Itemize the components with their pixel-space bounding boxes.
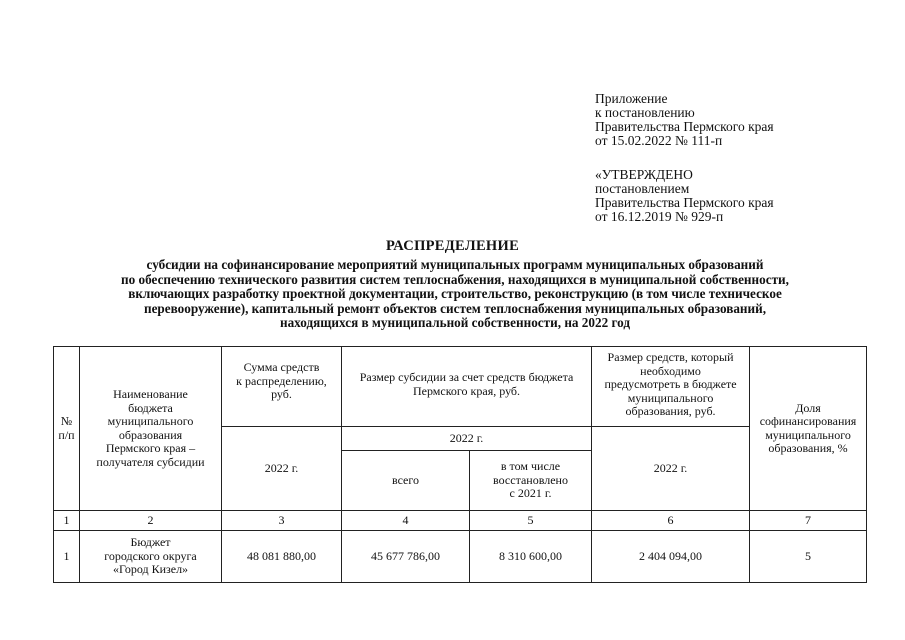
document-subtitle bbox=[60, 258, 850, 331]
column-number: 4 bbox=[342, 511, 470, 531]
header-sum-year: 2022 г. bbox=[222, 427, 342, 511]
row-sum: 48 081 880,00 bbox=[222, 531, 342, 583]
subtitle-line: включающих разработку проектной документации, строительство, реконструкцию (в том числе техническое bbox=[128, 286, 782, 301]
table-row bbox=[54, 531, 867, 583]
column-number: 1 bbox=[54, 511, 80, 531]
document-title: РАСПРЕДЕЛЕНИЕ bbox=[385, 238, 520, 254]
column-number: 6 bbox=[592, 511, 750, 531]
header-subsidy-year: 2022 г. bbox=[342, 427, 592, 451]
approved-line: постановлением bbox=[595, 181, 690, 196]
row-municipal-funds: 2 404 094,00 bbox=[592, 531, 750, 583]
subtitle-line: находящихся в муниципальной собственности, на 2022 год bbox=[279, 315, 631, 330]
header-restored: в том числе восстановлено с 2021 г. bbox=[470, 451, 592, 511]
column-number: 5 bbox=[470, 511, 592, 531]
row-subsidy-restored: 8 310 600,00 bbox=[470, 531, 592, 583]
column-number: 3 bbox=[222, 511, 342, 531]
distribution-table bbox=[53, 346, 867, 583]
row-number: 1 bbox=[54, 531, 80, 583]
row-subsidy-total: 45 677 786,00 bbox=[342, 531, 470, 583]
column-number: 7 bbox=[750, 511, 867, 531]
column-number: 2 bbox=[80, 511, 222, 531]
header-cofinancing-share: Доля софинансирования муниципального образования, % bbox=[750, 347, 867, 511]
header-budget-name: Наименование бюджета муниципального образования Пермского края – получателя субсидии bbox=[80, 347, 222, 511]
header-total: всего bbox=[342, 451, 470, 511]
approval-line: Приложение bbox=[595, 91, 668, 106]
header-subsidy: Размер субсидии за счет средств бюджета Пермского края, руб. bbox=[342, 347, 592, 427]
approval-block bbox=[595, 92, 774, 224]
approved-line: от 16.12.2019 № 929-п bbox=[595, 209, 724, 224]
approval-line: Правительства Пермского края bbox=[595, 119, 774, 134]
subtitle-line: перевооружение), капитальный ремонт объектов систем теплоснабжения муниципальных образований, bbox=[143, 300, 767, 316]
header-sum: Сумма средств к распределению, руб. bbox=[222, 347, 342, 427]
subtitle-line: субсидии на софинансирование мероприятий муниципальных программ муниципальных образований bbox=[146, 257, 764, 272]
header-number: № п/п bbox=[54, 347, 80, 511]
header-municipal-year: 2022 г. bbox=[592, 427, 750, 511]
approval-line: к постановлению bbox=[595, 105, 695, 120]
header-municipal-funds: Размер средств, который необходимо предусмотреть в бюджете муниципального образования, руб. bbox=[592, 347, 750, 427]
row-cofinancing-share: 5 bbox=[750, 531, 867, 583]
approved-line: Правительства Пермского края bbox=[595, 195, 774, 210]
subtitle-line: по обеспечению технического развития систем теплоснабжения, находящихся в муниципальной собственности, bbox=[121, 271, 789, 287]
column-number-row bbox=[54, 511, 867, 531]
approval-line: от 15.02.2022 № 111-п bbox=[595, 133, 723, 148]
row-budget-name: Бюджет городского округа «Город Кизел» bbox=[80, 531, 222, 583]
approved-line: «УТВЕРЖДЕНО bbox=[595, 167, 693, 182]
